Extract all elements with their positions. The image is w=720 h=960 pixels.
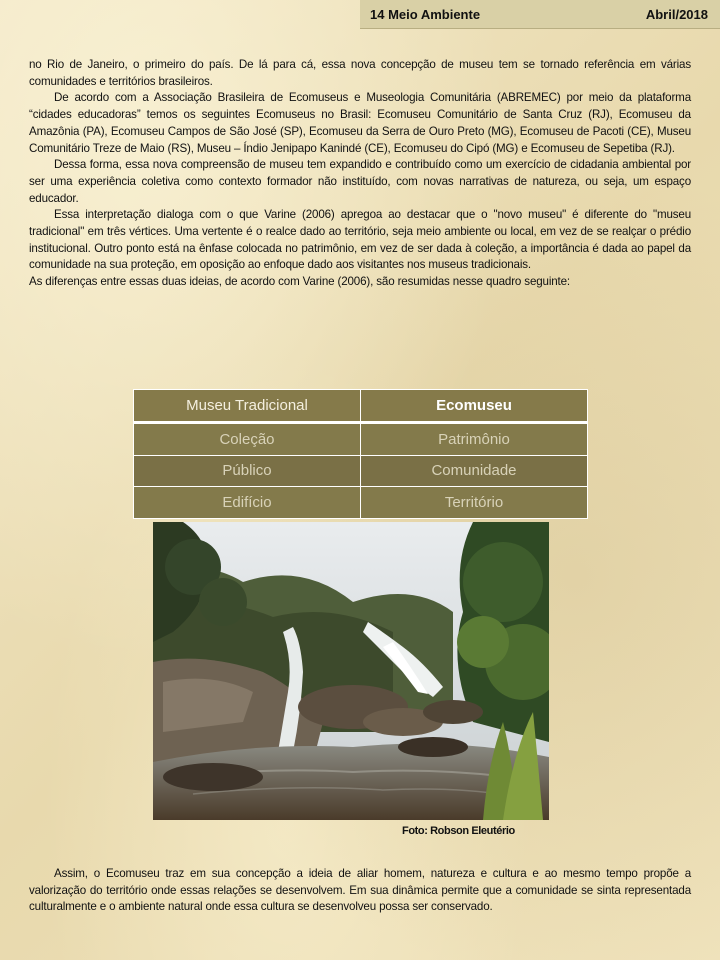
- comparison-table: [133, 389, 588, 519]
- article-body-top: [29, 57, 691, 291]
- table-cell: Patrimônio: [361, 422, 588, 455]
- section-title: 14 Meio Ambiente: [370, 7, 481, 22]
- table-header-cell: Ecomuseu: [361, 390, 588, 423]
- issue-date: Abril/2018: [645, 7, 708, 22]
- page-header: [360, 0, 720, 29]
- paragraph: De acordo com a Associação Brasileira de Ecomuseus e Museologia Comunitária (ABREMEC) por meio da plataforma “cidades educadoras” temos os seguintes Ecomuseus no Brasil: Ecomuseu Comunitário de Santa Cruz (RJ), Ecomuseu da Amazônia (PA), Ecomuseu Campos de São José (SP), Ecomuseu da Serra de Ouro Preto (MG), Ecomuseu de Pacoti (CE), Museu Comunitário Treze de Maio (RS), Museu – Índio Jenipapo Kanindé (CE), Ecomuseu do Cipó (MG) e Ecomuseu de Sepetiba (RJ).: [29, 91, 691, 155]
- paragraph: no Rio de Janeiro, o primeiro do país. De lá para cá, essa nova concepção de museu tem se tornado referência em várias comunidades e territórios brasileiros.: [29, 58, 691, 88]
- paragraph: As diferenças entre essas duas ideias, de acordo com Varine (2006), são resumidas nesse quadro seguinte:: [29, 275, 571, 289]
- waterfall-photo: [153, 522, 549, 820]
- table-cell: Edifício: [134, 487, 361, 519]
- paragraph: Dessa forma, essa nova compreensão de museu tem expandido e contribuído como um exercício de cidadania ambiental por ser uma experiência coletiva como contexto formador não instituído, com novas narrativas de natureza, ou seja, um espaço educador.: [29, 158, 691, 205]
- table-cell: Coleção: [134, 422, 361, 455]
- photo-caption: Foto: Robson Eleutério: [402, 825, 515, 837]
- table-row: [134, 422, 588, 455]
- table-cell: Território: [361, 487, 588, 519]
- table-cell: Público: [134, 455, 361, 487]
- paragraph: Essa interpretação dialoga com o que Varine (2006) apregoa ao destacar que o "novo museu" é diferente do "museu tradicional" em três vértices. Uma vertente é o realce dado ao território, seja meio ambiente ou local, em vez de se realçar o prédio institucional. Outro ponto está na ênfase colocada no patrimônio, em vez de ser dada à coleção, a importância é dada ao papel da comunidade na sua proteção, em oposição ao enfoque dado aos visitantes nos museus tradicionais.: [29, 208, 691, 272]
- table-header-cell: Museu Tradicional: [134, 390, 361, 423]
- article-body-bottom: [29, 866, 691, 916]
- table-cell: Comunidade: [361, 455, 588, 487]
- paragraph: Assim, o Ecomuseu traz em sua concepção a ideia de aliar homem, natureza e cultura e ao mesmo tempo propõe a valorização do território onde essas relações se desenvolvem. Em sua dinâmica permite que a comunidade se sinta representada culturalmente e o ambiente natural onde essa cultura se desenvolveu possa ser conservado.: [29, 867, 691, 914]
- table-row: [134, 455, 588, 487]
- table-row: [134, 487, 588, 519]
- table-header-row: [134, 390, 588, 423]
